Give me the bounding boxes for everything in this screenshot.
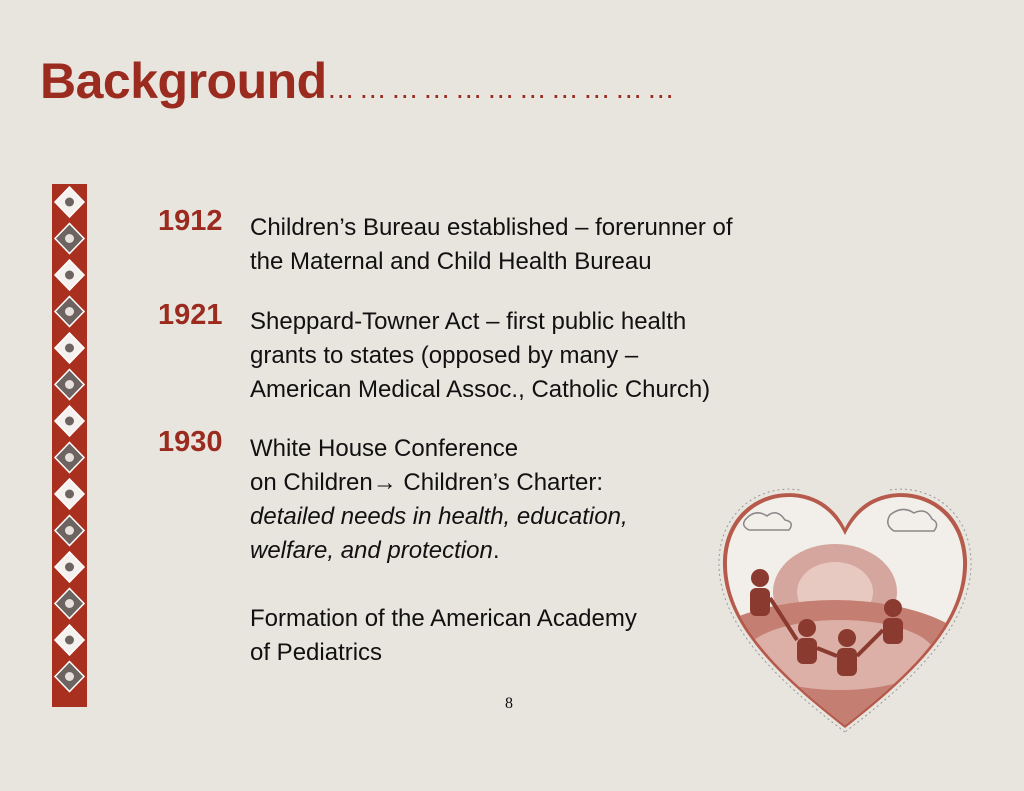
- title-dots: ……………………………: [326, 73, 679, 104]
- entry-italic-text: welfare, and protection: [250, 537, 493, 564]
- arrow-icon: →: [372, 469, 397, 496]
- diamond-dot: [65, 636, 74, 645]
- diamond-dot: [65, 417, 74, 426]
- diamond-dot: [65, 490, 74, 499]
- diamond-dot: [65, 271, 74, 280]
- diamond-dot: [65, 307, 74, 316]
- diamond-dot: [65, 526, 74, 535]
- diamond-dot: [65, 563, 74, 572]
- entry-line: White House Conference: [250, 435, 519, 462]
- heart-children-illustration: [715, 480, 975, 740]
- diamond-dot: [65, 380, 74, 389]
- entry-text: Children’s Charter:: [396, 469, 604, 496]
- page-number: 8: [505, 695, 513, 712]
- diamond-pattern-strip: [52, 184, 87, 707]
- entry-text: .: [492, 537, 500, 564]
- diamond-dot: [65, 453, 74, 462]
- entry-italic-line: detailed needs in health, education,: [250, 503, 628, 530]
- entry-line: Sheppard-Towner Act – first public health: [250, 308, 687, 335]
- entry-line: Formation of the American Academy: [250, 605, 637, 632]
- diamond-dot: [65, 198, 74, 207]
- entry-line: Children’s Bureau established – forerunner of: [250, 214, 733, 241]
- entry-line: the Maternal and Child Health Bureau: [250, 248, 652, 275]
- diamond-dot: [65, 672, 74, 681]
- diamond-dot: [65, 344, 74, 353]
- timeline-entry-1912: [158, 205, 838, 279]
- entry-text: on Children: [250, 469, 373, 496]
- diamond-dot: [65, 234, 74, 243]
- slide-title: [40, 52, 679, 110]
- title-text: Background: [40, 53, 327, 109]
- year-label: 1912: [158, 205, 223, 237]
- entry-line: of Pediatrics: [250, 639, 383, 666]
- entry-line: grants to states (opposed by many –: [250, 342, 639, 369]
- year-label: 1930: [158, 426, 223, 458]
- diamond-dot: [65, 599, 74, 608]
- entry-line: American Medical Assoc., Catholic Church): [250, 376, 711, 403]
- year-label: 1921: [158, 299, 223, 331]
- timeline-entry-1921: [158, 299, 838, 407]
